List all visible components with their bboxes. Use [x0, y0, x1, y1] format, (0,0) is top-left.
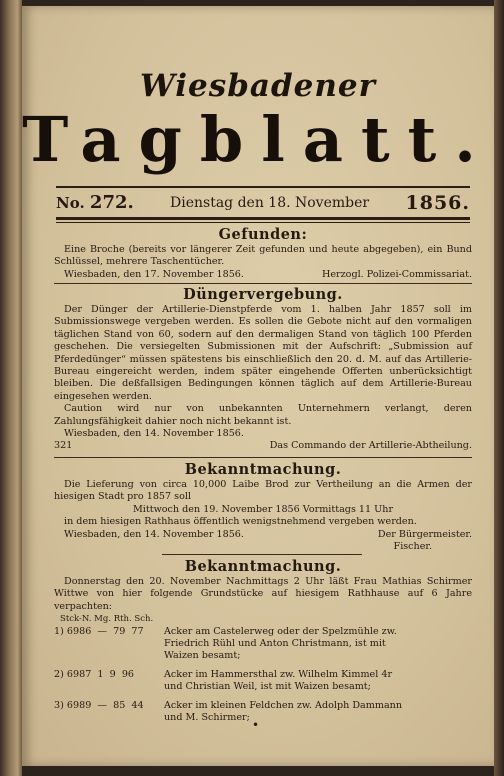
lot-number: 2) 6987 1 9 96 [54, 668, 135, 680]
section-title: Düngervergebung. [183, 286, 343, 303]
section-dung [54, 286, 472, 453]
auction-date: Mittwoch den 19. November 1856 Vormittags 11 Uhr [132, 503, 394, 515]
issue-dateline [56, 192, 470, 214]
newspaper-page [22, 6, 494, 766]
section-divider [162, 554, 362, 555]
lot-text-cont: und M. Schirmer; [164, 712, 250, 724]
place-date: Wiesbaden, den 17. November 1856. [64, 268, 244, 280]
page-mark-dot: • [252, 718, 260, 732]
masthead-town: Wiesbadener [140, 68, 376, 104]
signer: Herzogl. Polizei-Commissariat. [321, 268, 472, 280]
lot-columns: Stck-N. Mg. Rth. Sch. [60, 614, 154, 625]
issue-year: 1856. [405, 192, 470, 214]
lot-text: Acker im Hammersthal zw. Wilhelm Kimmel 4r [164, 668, 393, 680]
signer: Fischer. [393, 541, 432, 553]
section-title: Bekanntmachung. [184, 461, 342, 478]
issue-date: Dienstag den 18. November [170, 195, 370, 211]
signer-title: Der Bürgermeister. [377, 528, 472, 540]
lot-text-cont: Friedrich Rühl und Anton Christmann, ist mit [164, 638, 386, 650]
lot-item [54, 669, 472, 681]
masthead-rule-top [56, 186, 470, 188]
lot-text-cont: und Christian Weil, ist mit Waizen besamt; [164, 681, 371, 693]
masthead-rule-thin [56, 222, 470, 223]
lot-item [54, 626, 472, 638]
book-binding-edge [494, 0, 504, 776]
lot-number: 3) 6989 — 85 44 [54, 699, 144, 711]
section-bread [54, 461, 472, 553]
section-divider [54, 283, 472, 284]
section-divider [54, 457, 472, 458]
masthead-title: Tagblatt. [22, 103, 494, 176]
place-date: Wiesbaden, den 14. November 1856. [64, 428, 244, 440]
signature-line [54, 529, 472, 541]
signer: Das Commando der Artillerie-Abtheilung. [269, 440, 472, 452]
section-title: Bekanntmachung. [184, 558, 342, 575]
section-text: Donnerstag den 20. November Nachmittags 2 Uhr läßt Frau Mathias Schirmer Wittwe von hier folgende Grundstücke auf hiesigem Rathhause auf 6 Jahre verpachten: [54, 576, 472, 612]
masthead-rule-bottom [56, 217, 470, 220]
auction-place: in dem hiesigen Rathhaus öffentlich wenigstnehmend vergeben werden. [64, 516, 417, 528]
section-caution: Caution wird nur von unbekannten Unternehmern verlangt, deren Zahlungsfähigkeit dahier noch nicht bekannt ist. [54, 403, 472, 427]
adjacent-page-edge [0, 0, 22, 776]
signature-line [54, 440, 472, 452]
lot-item [54, 700, 472, 712]
lot-number: 1) 6986 — 79 77 [54, 625, 144, 637]
section-found [54, 226, 472, 281]
section-lease [54, 558, 472, 724]
issue-number: No. 272. [56, 192, 134, 213]
lot-text-cont: Waizen besamt; [164, 650, 241, 662]
section-text: Der Dünger der Artillerie-Dienstpferde vom 1. halben Jahr 1857 soll im Submissionswege vergeben werden. Es sollen die Gebote nicht auf den vormaligen täglichen Stand von 60, sodern auf den dermaligen Stand von täglich 100 Pferden geschehen. Die versiegelten Submissionen mit der Aufschrift: „Submission auf Pferdedünger“ müssen spätestens bis einschließlich den 20. d. M. auf das Artillerie-Bureau eingereicht werden, indem später eingehende Offerten unberücksichtigt bleiben. Die deßfallsigen Bedingungen können täglich auf dem Artillerie-Bureau eingesehen werden. [54, 304, 472, 402]
place-date: Wiesbaden, den 14. November 1856. [64, 528, 244, 540]
lot-text: Acker im kleinen Feldchen zw. Adolph Dammann [164, 699, 403, 711]
section-text: Eine Broche (bereits vor längerer Zeit gefunden und heute abgegeben), ein Bund Schlüssel, mehrere Taschentücher. [54, 244, 472, 268]
section-title: Gefunden: [218, 226, 308, 243]
lot-text: Acker am Castelerweg oder der Spelzmühle zw. [164, 625, 397, 637]
section-text: Die Lieferung von circa 10,000 Laibe Brod zur Vertheilung an die Armen der hiesigen Stadt pro 1857 soll [54, 479, 472, 503]
reference-number: 321 [54, 440, 73, 452]
signature-line [54, 269, 472, 281]
